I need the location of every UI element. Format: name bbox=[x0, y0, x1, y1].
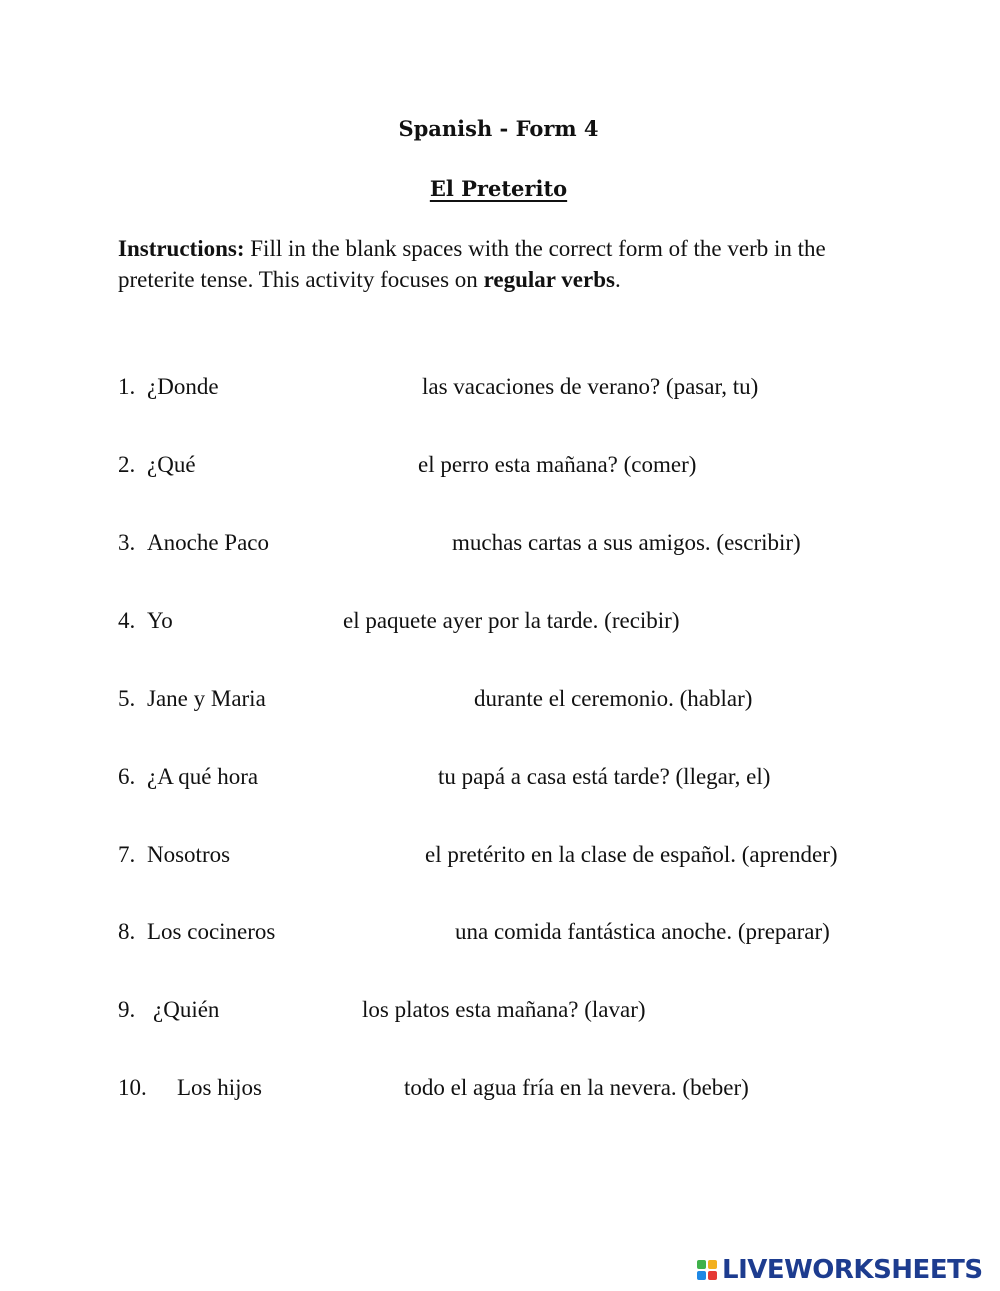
exercise-number: 3. bbox=[118, 530, 136, 555]
exercise-number: 7. bbox=[118, 842, 136, 867]
exercise-number: 4. bbox=[118, 608, 136, 633]
exercise-row bbox=[0, 684, 1000, 714]
exercise-prompt: Los hijos bbox=[177, 1075, 262, 1100]
exercise-number: 10. bbox=[118, 1075, 147, 1100]
exercise-rest: todo el agua fría en la nevera. (beber) bbox=[404, 1075, 749, 1100]
exercise-row bbox=[0, 840, 1000, 870]
exercise-number: 8. bbox=[118, 919, 136, 944]
page-subtitle: El Preterito bbox=[429, 176, 568, 201]
exercise-prompt: ¿Quién bbox=[153, 997, 220, 1022]
exercise-rest: durante el ceremonio. (hablar) bbox=[474, 686, 753, 711]
instructions-emphasis: regular verbs bbox=[483, 267, 615, 292]
exercise-row bbox=[0, 995, 1000, 1025]
exercise-prompt: Nosotros bbox=[147, 842, 231, 867]
logo-square bbox=[697, 1271, 706, 1280]
instructions-label: Instructions: bbox=[118, 236, 245, 261]
logo-square bbox=[708, 1271, 717, 1280]
logo-squares-icon bbox=[697, 1260, 717, 1280]
exercise-rest: el paquete ayer por la tarde. (recibir) bbox=[343, 608, 680, 633]
instructions-text-2: . bbox=[614, 267, 621, 292]
exercise-number: 5. bbox=[118, 686, 136, 711]
exercise-row bbox=[0, 917, 1000, 947]
exercise-row bbox=[0, 450, 1000, 480]
exercise-prompt: ¿A qué hora bbox=[147, 764, 259, 789]
exercise-number: 1. bbox=[118, 374, 136, 399]
page-title: Spanish - Form 4 bbox=[398, 116, 599, 141]
exercise-row bbox=[0, 372, 1000, 402]
exercise-prompt: ¿Donde bbox=[147, 374, 219, 399]
exercise-rest: una comida fantástica anoche. (preparar) bbox=[455, 919, 830, 944]
exercise-rest: el perro esta mañana? (comer) bbox=[418, 452, 697, 477]
logo-text: LIVEWORKSHEETS bbox=[722, 1255, 983, 1285]
exercise-rest: las vacaciones de verano? (pasar, tu) bbox=[422, 374, 759, 399]
exercise-prompt: ¿Qué bbox=[147, 452, 196, 477]
exercise-rest: tu papá a casa está tarde? (llegar, el) bbox=[438, 764, 771, 789]
exercise-rest: el pretérito en la clase de español. (aprender) bbox=[425, 842, 838, 867]
logo-square bbox=[708, 1260, 717, 1269]
exercise-row bbox=[0, 528, 1000, 558]
instructions-paragraph bbox=[118, 233, 888, 295]
exercise-rest: muchas cartas a sus amigos. (escribir) bbox=[452, 530, 801, 555]
exercise-prompt: Yo bbox=[147, 608, 173, 633]
exercise-prompt: Jane y Maria bbox=[147, 686, 266, 711]
exercise-row bbox=[0, 606, 1000, 636]
logo-square bbox=[697, 1260, 706, 1269]
exercise-number: 6. bbox=[118, 764, 136, 789]
exercise-row bbox=[0, 1073, 1000, 1103]
exercise-number: 9. bbox=[118, 997, 136, 1022]
exercise-prompt: Anoche Paco bbox=[147, 530, 269, 555]
exercise-rest: los platos esta mañana? (lavar) bbox=[362, 997, 646, 1022]
instructions-text-1: Fill in the blank spaces with the correct form of the verb in the preterite tense. This activity focuses on bbox=[118, 236, 826, 292]
exercise-number: 2. bbox=[118, 452, 136, 477]
exercise-row bbox=[0, 762, 1000, 792]
liveworksheets-logo bbox=[697, 1254, 983, 1286]
exercise-prompt: Los cocineros bbox=[147, 919, 276, 944]
